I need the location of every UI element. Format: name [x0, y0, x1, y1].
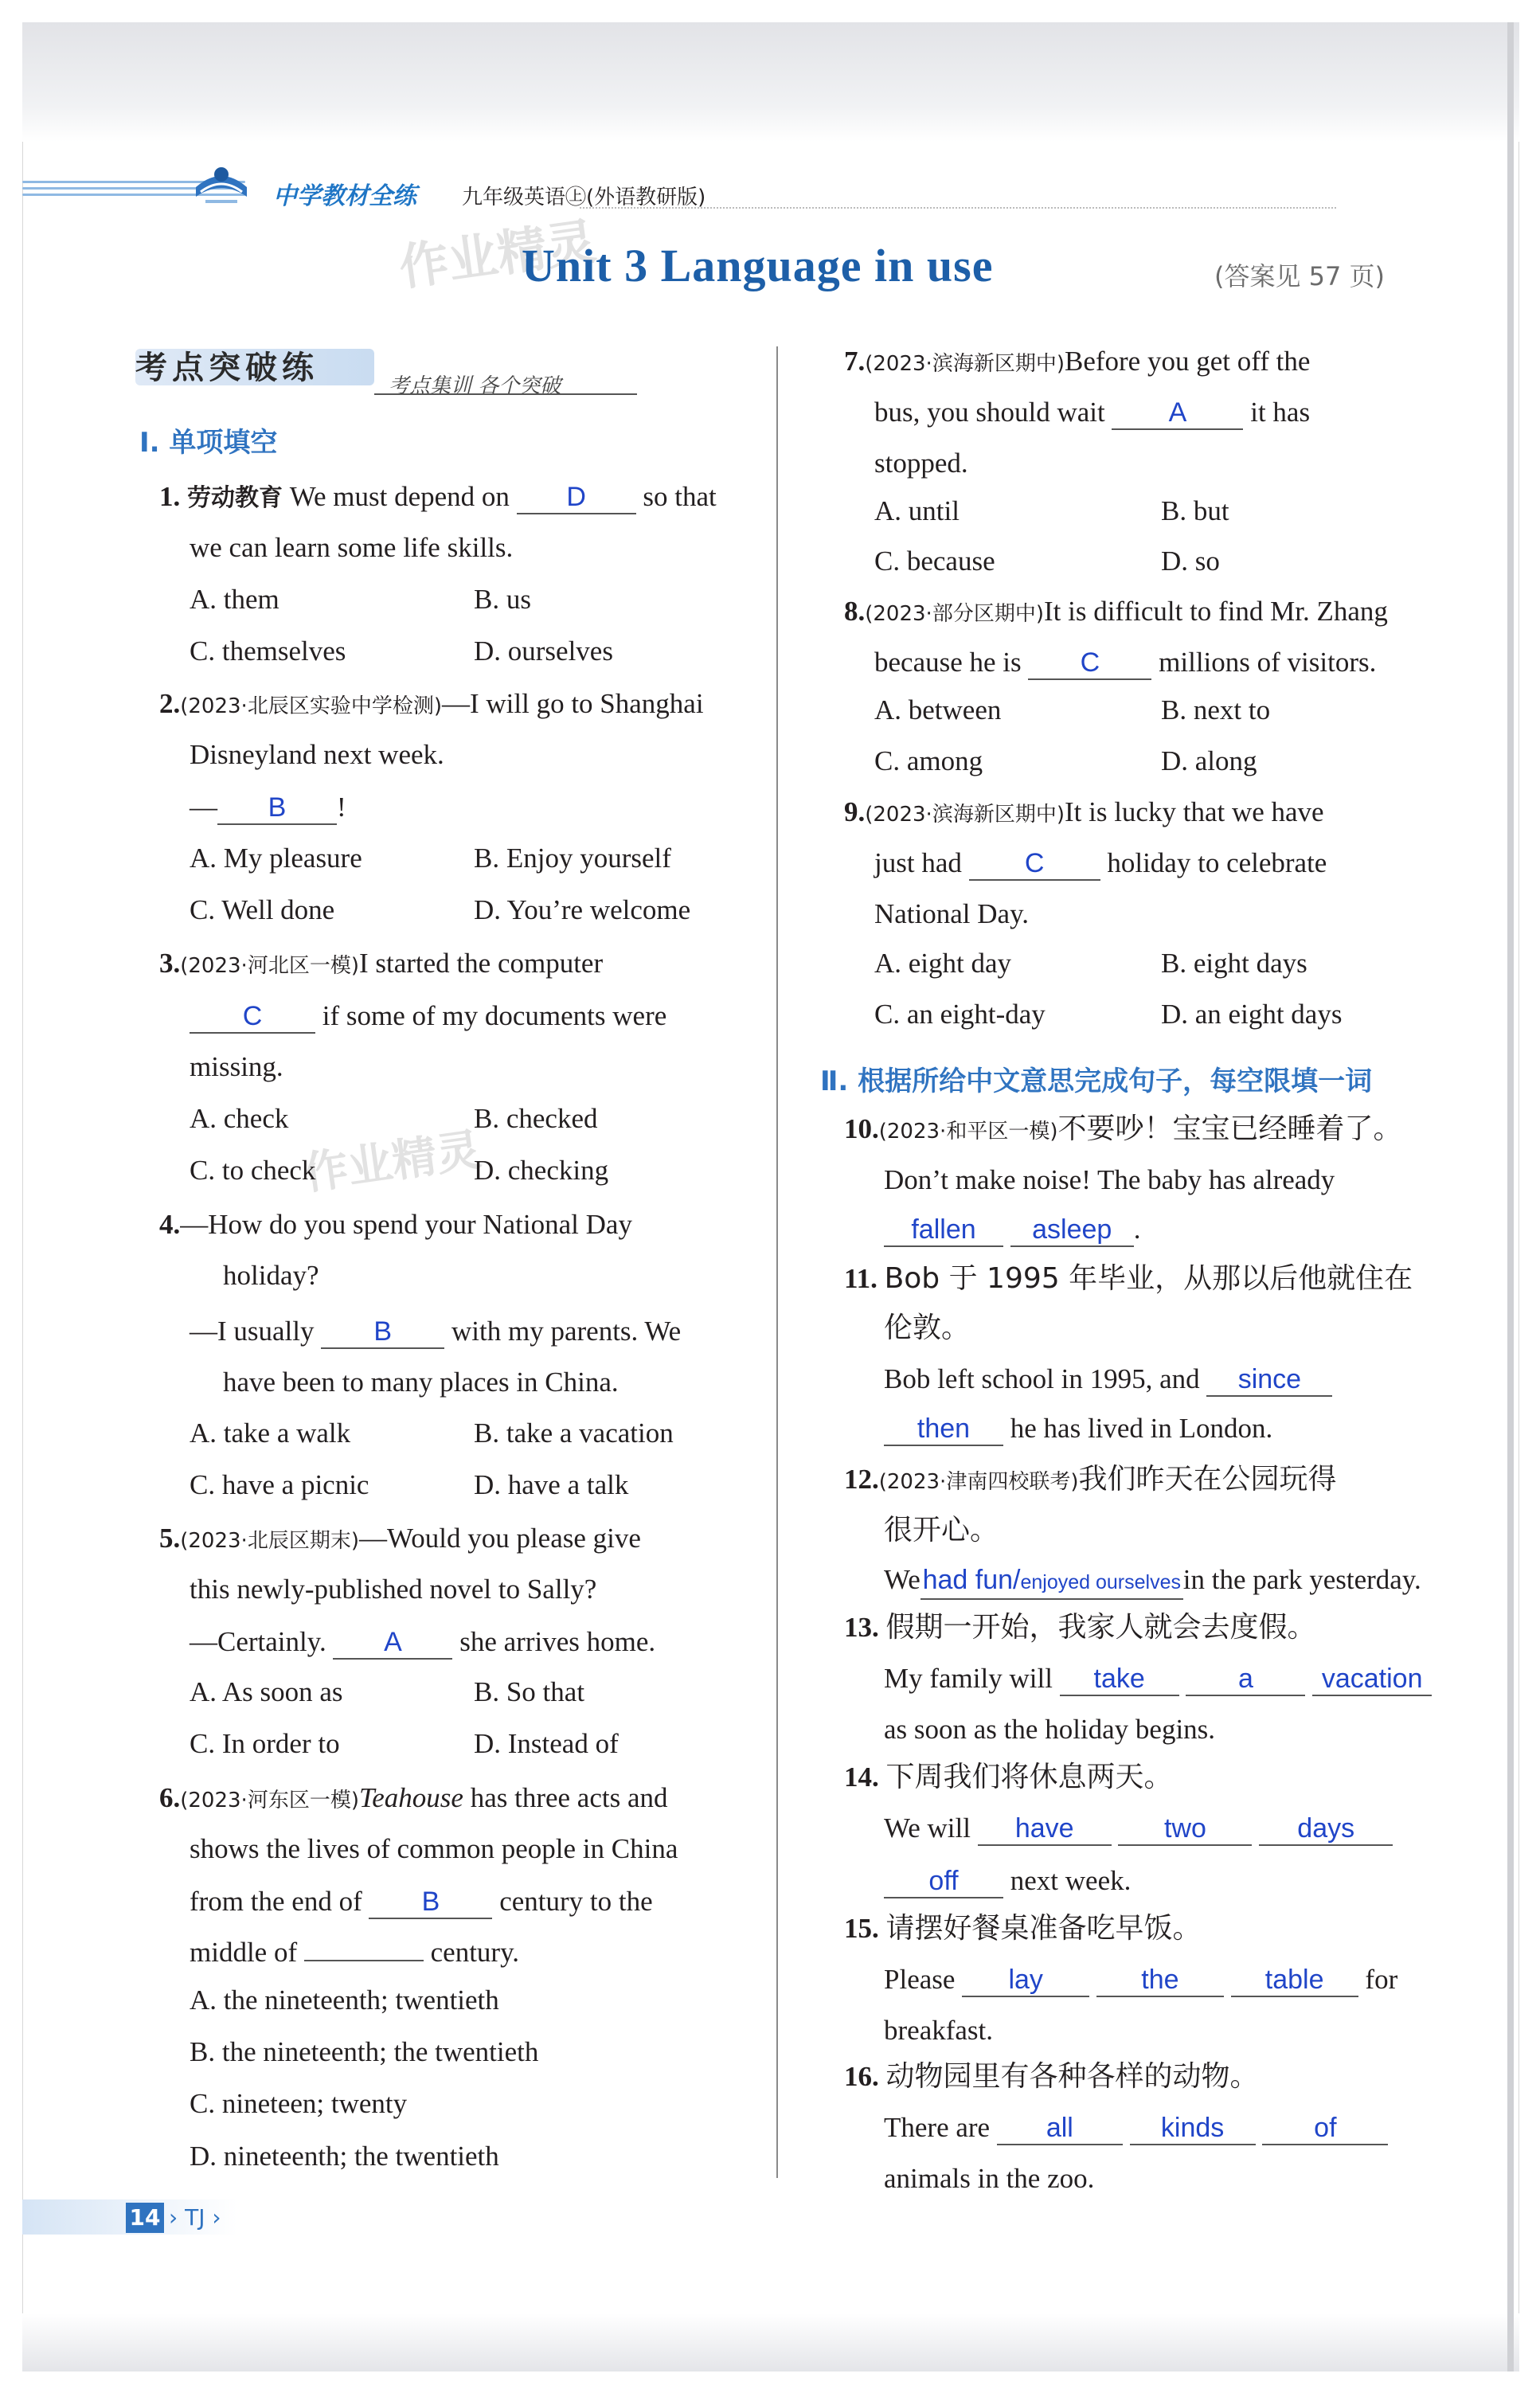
question-3 — [159, 938, 603, 991]
question-6-line4 — [190, 1927, 519, 1978]
chinese-prompt: 动物园里有各种各样的动物。 — [885, 2060, 1259, 2093]
question-text: we can learn some life skills. — [190, 532, 514, 563]
answer-blank[interactable]: off — [884, 1865, 1003, 1898]
question-text: next week. — [1010, 1865, 1132, 1896]
question-text: with my parents. We — [451, 1316, 682, 1347]
option-a[interactable]: A. between — [874, 694, 1002, 725]
option-b[interactable]: B. but — [1161, 495, 1229, 526]
option-c[interactable]: C. have a picnic — [190, 1469, 369, 1500]
watermark: 作业精灵 — [395, 212, 600, 297]
question-number: 8. — [844, 596, 866, 627]
option-d[interactable]: D. ourselves — [474, 635, 613, 667]
answer-blank[interactable]: D — [517, 481, 636, 514]
chinese-prompt: Bob 于 1995 年毕业，从那以后他就住在 — [884, 1262, 1413, 1295]
question-text: if some of my documents were — [322, 1000, 667, 1031]
question-source: (2023·北辰区期末) — [180, 1529, 359, 1553]
question-text: —How do you spend your National Day — [180, 1209, 632, 1240]
question-text: holiday? — [223, 1260, 319, 1291]
question-12 — [844, 1454, 1337, 1507]
top-band — [22, 22, 1519, 142]
book-name: 九年级英语㊤(外语教研版) — [462, 186, 706, 209]
question-text: just had — [874, 847, 962, 878]
section-subtitle: 考点集训 各个突破 — [389, 374, 561, 398]
option-a[interactable]: A. the nineteenth; twentieth — [190, 1984, 499, 2016]
question-text: Don’t make noise! The baby has already — [884, 1164, 1335, 1195]
question-text: bus, you should wait — [874, 397, 1105, 428]
option-a[interactable]: A. until — [874, 495, 960, 526]
question-text: We must depend on — [289, 481, 510, 512]
option-a[interactable]: A. check — [190, 1103, 289, 1134]
answer-blank[interactable]: C — [1028, 647, 1151, 680]
question-10-line3 — [884, 1204, 1141, 1255]
question-11-line4 — [884, 1403, 1272, 1454]
option-b[interactable]: B. eight days — [1161, 948, 1307, 979]
question-text: We — [884, 1564, 920, 1595]
question-text: she arrives home. — [459, 1626, 656, 1657]
option-a[interactable]: A. them — [190, 584, 279, 615]
question-text: he has lived in London. — [1010, 1413, 1273, 1444]
question-source: (2023·津南四校联考) — [878, 1470, 1079, 1494]
question-text: because he is — [874, 647, 1022, 678]
option-a[interactable]: A. take a walk — [190, 1417, 351, 1449]
answer-blank[interactable]: C — [969, 847, 1100, 881]
question-text: for — [1365, 1964, 1398, 1995]
region-tag: TJ — [185, 2204, 205, 2231]
footer-tag — [169, 2204, 221, 2231]
question-15 — [844, 1903, 1202, 1954]
question-6-line3 — [190, 1876, 653, 1927]
question-number: 16. — [844, 2061, 879, 2092]
question-2 — [159, 678, 704, 732]
option-d[interactable]: D. You’re welcome — [474, 894, 691, 925]
answer-blank[interactable]: the — [1096, 1964, 1224, 1997]
question-number: 15. — [844, 1913, 879, 1944]
option-c[interactable]: C. an eight-day — [874, 999, 1046, 1030]
question-text: breakfast. — [884, 2015, 994, 2046]
option-a[interactable]: A. As soon as — [190, 1676, 343, 1707]
question-text: middle of — [190, 1937, 298, 1968]
question-text: have been to many places in China. — [223, 1367, 619, 1398]
question-11 — [844, 1253, 1413, 1304]
answer-blank[interactable]: B — [369, 1886, 492, 1919]
question-text: has three acts and — [463, 1782, 668, 1813]
option-d[interactable]: D. an eight days — [1161, 999, 1343, 1030]
question-5-line3 — [190, 1617, 655, 1668]
question-7-line2 — [874, 387, 1310, 438]
question-text: shows the lives of common people in China — [190, 1833, 678, 1864]
question-number: 6. — [159, 1782, 181, 1813]
page-edge — [1507, 22, 1514, 2371]
question-11-line3 — [884, 1354, 1332, 1405]
option-d[interactable]: D. so — [1161, 545, 1220, 577]
question-text: We will — [884, 1812, 971, 1844]
option-c[interactable]: C. Well done — [190, 894, 335, 925]
question-text: stopped. — [874, 448, 968, 479]
question-1 — [159, 471, 717, 524]
chinese-prompt: 下周我们将休息两天。 — [885, 1761, 1173, 1793]
question-text: century. — [430, 1937, 520, 1968]
question-4 — [159, 1199, 632, 1250]
question-text: missing. — [190, 1051, 283, 1082]
running-header — [22, 163, 1519, 219]
answer-text: enjoyed ourselves — [1020, 1571, 1181, 1593]
question-text: Before you get off the — [1064, 346, 1311, 377]
question-14 — [844, 1752, 1173, 1803]
question-6 — [159, 1773, 668, 1826]
question-8 — [844, 586, 1388, 639]
question-number: 4. — [159, 1209, 181, 1240]
answer-blank[interactable]: C — [190, 1000, 315, 1034]
question-text: —Certainly. — [190, 1626, 326, 1657]
question-number: 1. — [159, 481, 181, 512]
question-13-line2 — [884, 1653, 1432, 1704]
answer-blank[interactable]: A — [1112, 397, 1243, 430]
answer-blank[interactable]: two — [1118, 1812, 1252, 1846]
question-16-line2 — [884, 2102, 1388, 2153]
part-heading: Ⅰ. 单项填空 — [139, 427, 278, 459]
question-number: 5. — [159, 1523, 181, 1554]
question-text: National Day. — [874, 898, 1030, 929]
option-c[interactable]: C. In order to — [190, 1728, 340, 1759]
question-text: My family will — [884, 1663, 1053, 1694]
question-number: 13. — [844, 1612, 879, 1643]
answer-blank[interactable]: all — [997, 2112, 1123, 2145]
answer-blank[interactable]: a — [1186, 1663, 1305, 1696]
option-d[interactable]: D. along — [1161, 745, 1257, 776]
option-a[interactable]: A. eight day — [874, 948, 1012, 979]
option-b[interactable]: B. Enjoy yourself — [474, 843, 671, 874]
answer-blank[interactable]: days — [1259, 1812, 1393, 1846]
watermark: 作业精灵 — [300, 1124, 485, 1201]
option-c[interactable]: C. among — [874, 745, 983, 776]
header-dotted-rule — [580, 207, 1336, 209]
punctuation: ! — [337, 792, 346, 823]
answer-blank[interactable]: kinds — [1130, 2112, 1256, 2145]
question-10 — [844, 1104, 1402, 1157]
question-text: millions of visitors. — [1159, 647, 1377, 678]
question-number: 9. — [844, 796, 866, 827]
dash: — — [190, 792, 217, 823]
answer-blank[interactable]: asleep — [1010, 1214, 1134, 1247]
question-source: (2023·和平区一模) — [878, 1120, 1058, 1144]
question-number: 14. — [844, 1762, 879, 1793]
question-text: century to the — [499, 1886, 653, 1917]
part-heading: Ⅱ. 根据所给中文意思完成句子，每空限填一词 — [820, 1066, 1373, 1097]
question-source: (2023·河北区一模) — [180, 954, 359, 978]
question-14-line2 — [884, 1803, 1393, 1854]
question-text: Please — [884, 1964, 956, 1995]
chinese-prompt: 不要吵！宝宝已经睡着了。 — [1057, 1112, 1402, 1145]
question-text: It is lucky that we have — [1064, 796, 1324, 827]
question-number: 2. — [159, 688, 181, 719]
option-b[interactable]: B. the nineteenth; the twentieth — [190, 2036, 539, 2067]
bottom-band — [22, 2313, 1519, 2371]
question-text: Disneyland next week. — [190, 739, 444, 770]
question-8-line2 — [874, 637, 1376, 688]
question-source: (2023·河东区一模) — [180, 1789, 359, 1812]
section-title: 考点突破练 — [135, 350, 319, 386]
series-name: 中学教材全练 — [273, 182, 416, 210]
column-divider — [776, 346, 778, 2178]
question-number: 12. — [844, 1464, 879, 1495]
question-text: as soon as the holiday begins. — [884, 1714, 1216, 1745]
question-text: —I usually — [190, 1316, 315, 1347]
question-source: (2023·部分区期中) — [865, 602, 1044, 626]
answer-blank[interactable] — [920, 1564, 1183, 1600]
option-b[interactable]: B. us — [474, 584, 531, 615]
question-text: Bob left school in 1995, and — [884, 1363, 1200, 1394]
page-number: 14 — [126, 2203, 164, 2233]
question-4-line3 — [190, 1306, 681, 1357]
answer-reference: (答案见 57 页) — [1214, 261, 1386, 291]
question-9-line2 — [874, 838, 1327, 889]
option-c[interactable]: C. nineteen; twenty — [190, 2088, 408, 2119]
option-b[interactable]: B. checked — [474, 1103, 598, 1134]
question-text: holiday to celebrate — [1107, 847, 1327, 878]
question-16 — [844, 2051, 1259, 2102]
question-text: so that — [643, 481, 717, 512]
question-source: (2023·北辰区实验中学检测) — [180, 694, 442, 718]
question-5 — [159, 1513, 641, 1566]
option-c[interactable]: C. themselves — [190, 635, 346, 667]
answer-blank[interactable]: have — [978, 1812, 1112, 1846]
answer-blank[interactable]: since — [1206, 1363, 1332, 1397]
answer-blank[interactable]: fallen — [884, 1214, 1003, 1247]
chinese-prompt: 我们昨天在公园玩得 — [1078, 1463, 1337, 1496]
question-text: in the park yesterday. — [1182, 1564, 1421, 1595]
question-number: 11. — [844, 1263, 877, 1294]
answer-blank[interactable]: table — [1231, 1964, 1358, 1997]
punctuation: . — [1133, 1214, 1141, 1245]
question-2-answer-line — [190, 782, 346, 833]
question-tag: 劳动教育 — [187, 484, 283, 512]
chinese-prompt: 请摆好餐桌准备吃早饭。 — [885, 1912, 1202, 1945]
option-b[interactable]: B. next to — [1161, 694, 1271, 725]
answer-blank[interactable]: take — [1060, 1663, 1179, 1696]
question-text: from the end of — [190, 1886, 362, 1917]
answer-blank[interactable]: lay — [962, 1964, 1089, 1997]
question-7 — [844, 336, 1310, 389]
question-12-line3 — [884, 1554, 1421, 1605]
question-14-line3 — [884, 1855, 1131, 1906]
answer-text: had fun/ — [922, 1565, 1021, 1595]
option-c[interactable]: C. because — [874, 545, 995, 577]
option-d[interactable]: D. checking — [474, 1155, 609, 1186]
answer-blank[interactable]: vacation — [1312, 1663, 1432, 1696]
question-text: It is difficult to find Mr. Zhang — [1043, 596, 1388, 627]
question-15-line2 — [884, 1954, 1397, 2005]
book-title: Teahouse — [358, 1782, 463, 1813]
question-source: (2023·滨海新区期中) — [865, 803, 1065, 827]
option-b[interactable]: B. So that — [474, 1676, 585, 1707]
question-text: —Would you please give — [358, 1523, 641, 1554]
answer-blank[interactable]: then — [884, 1413, 1003, 1446]
answer-blank[interactable]: B — [217, 792, 337, 825]
chinese-prompt: 伦敦。 — [884, 1312, 971, 1344]
question-text: it has — [1250, 397, 1311, 428]
question-text: animals in the zoo. — [884, 2163, 1095, 2194]
question-text: There are — [884, 2112, 991, 2143]
section-banner — [135, 342, 645, 398]
chevron-right-icon: › — [169, 2204, 178, 2231]
question-text: —I will go to Shanghai — [441, 688, 704, 719]
option-d[interactable]: D. nineteenth; the twentieth — [190, 2141, 499, 2172]
option-d[interactable]: D. have a talk — [474, 1469, 629, 1500]
empty-blank[interactable] — [304, 1960, 424, 1961]
question-text: this newly-published novel to Sally? — [190, 1574, 597, 1605]
chinese-prompt: 假期一开始，我家人就会去度假。 — [885, 1611, 1316, 1644]
question-number: 10. — [844, 1113, 879, 1144]
option-c[interactable]: C. to check — [190, 1155, 316, 1186]
answer-blank[interactable]: A — [333, 1626, 452, 1660]
question-number: 3. — [159, 948, 181, 979]
option-a[interactable]: A. My pleasure — [190, 843, 362, 874]
option-d[interactable]: D. Instead of — [474, 1728, 619, 1759]
answer-blank[interactable]: B — [321, 1316, 444, 1349]
book-logo-icon — [190, 157, 253, 213]
option-b[interactable]: B. take a vacation — [474, 1417, 674, 1449]
question-source: (2023·滨海新区期中) — [865, 352, 1065, 376]
question-text: I started the computer — [358, 948, 604, 979]
answer-blank[interactable]: of — [1262, 2112, 1388, 2145]
question-number: 7. — [844, 346, 866, 377]
question-3-line2 — [190, 991, 666, 1042]
section-underline — [374, 393, 637, 395]
question-13 — [844, 1602, 1316, 1653]
chevron-right-icon: › — [212, 2204, 221, 2231]
question-9 — [844, 787, 1324, 840]
unit-title: Unit 3 Language in use — [522, 240, 994, 291]
chinese-prompt: 很开心。 — [884, 1514, 999, 1546]
